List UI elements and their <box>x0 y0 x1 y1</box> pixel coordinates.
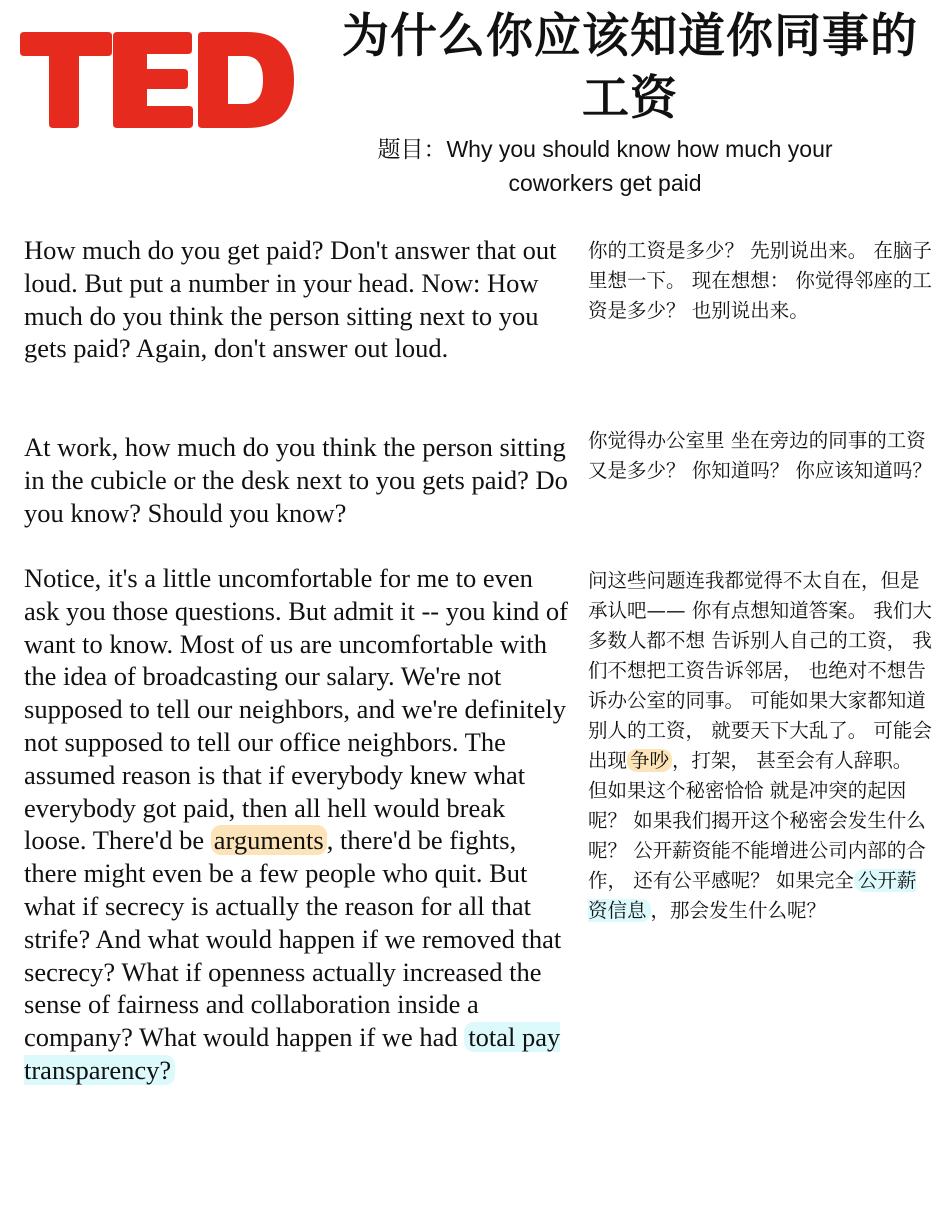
ted-logo <box>16 28 298 132</box>
chinese-paragraph-2: 你觉得办公室里 坐在旁边的同事的工资又是多少？ 你知道吗？ 你应该知道吗？ <box>588 429 932 482</box>
page-title: 为什么你应该知道你同事的工资 <box>342 9 918 126</box>
chinese-paragraph-1: 你的工资是多少？ 先别说出来。 在脑子里想一下。 现在想想： 你觉得邻座的工资是多少？ 也别说出来。 <box>588 239 932 322</box>
english-p3-text-start: Notice, it's a little uncomfortable for me to even ask you those questions. But admit it -- you kind of want to know. Most of us are uncomfortable with the idea of broadcasting our salary. We're not supposed to tell our neighbors, and we're definitely not supposed to tell our office neighbors. The assumed reason is that if everybody knew what everybody got paid, then all hell would break loose. There'd be <box>24 563 568 856</box>
ted-logo-mark <box>16 28 298 132</box>
chinese-paragraph-3 <box>588 566 933 926</box>
highlight-gongkai-xinzi: 公开薪资信息 <box>588 869 917 922</box>
highlight-total-pay-transparency: total pay transparency? <box>24 1022 561 1085</box>
chinese-p3-text-end: ，那会发生什么呢？ <box>650 899 827 922</box>
english-p3-text-middle: , there'd be fights, there might even be a few people who quit. But what if secrecy is actually the reason for all that strife? And what would happen if we removed that secrecy? What if openness actually increased the sense of fairness and collaboration inside a company? What would happen if we had <box>24 825 562 1053</box>
highlight-zhengchao: 争吵 <box>627 749 672 772</box>
english-paragraph-2: At work, how much do you think the person sitting in the cubicle or the desk next to you gets paid? Do you know? Should you know? <box>24 432 568 528</box>
page-subtitle: 题目：Why you should know how much your coworkers get paid <box>377 136 833 196</box>
chinese-p3-text-start: 问这些问题连我都觉得不太自在，但是承认吧—— 你有点想知道答案。 我们大多数人都不想 告诉别人自己的工资， 我们不想把工资告诉邻居， 也绝对不想告诉办公室的同事。 可能如果大家都知道别人的工资， 就要天下大乱了。 可能会出现 <box>588 569 932 772</box>
highlight-arguments: arguments <box>211 825 327 855</box>
english-paragraph-1: How much do you get paid? Don't answer that out loud. But put a number in your head. Now: How much do you think the person sitting next to you gets paid? Again, don't answer out loud. <box>24 235 557 364</box>
english-paragraph-3 <box>24 562 569 1087</box>
chinese-p3-text-middle: ，打架， 甚至会有人辞职。 但如果这个秘密恰恰 就是冲突的起因呢？ 如果我们揭开这个秘密会发生什么呢？ 公开薪资能不能增进公司内部的合作， 还有公平感呢？ 如果完全 <box>588 749 926 892</box>
